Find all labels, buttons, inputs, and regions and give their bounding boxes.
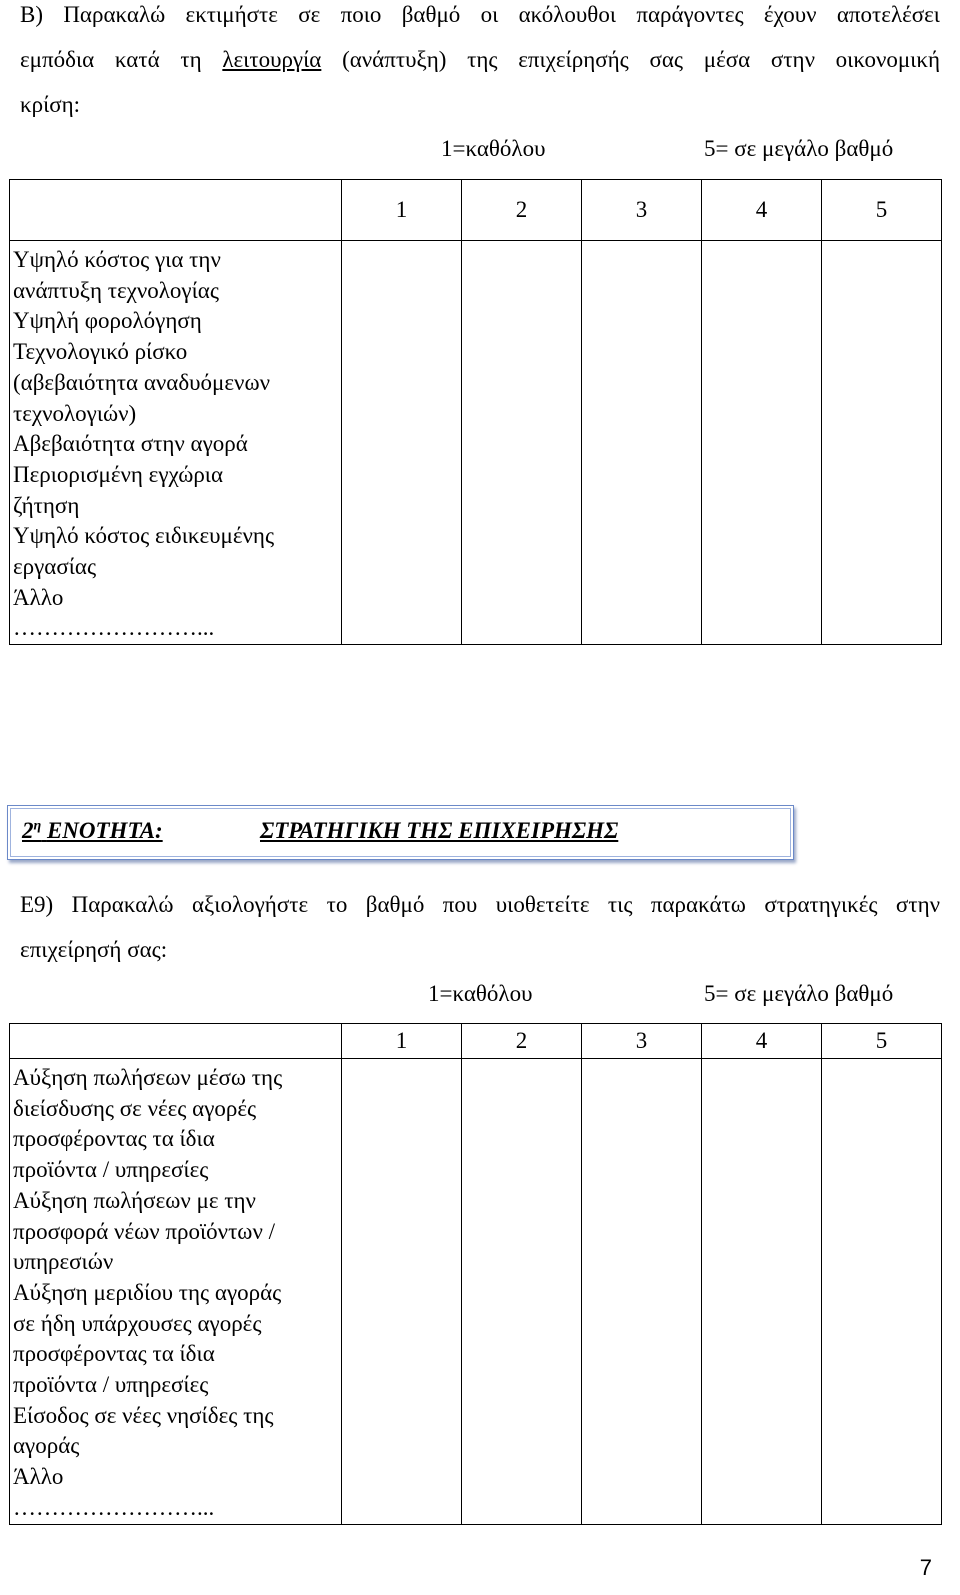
rating-cell-4[interactable] [702,1059,822,1525]
question-e9-text [20,890,940,980]
scale-high-label: 5= σε μεγάλο βαθμό [704,136,894,161]
rating-cell-1[interactable] [342,1059,462,1525]
list-item: Τεχνολογικό ρίσκο [13,339,188,365]
question-b-line-2: εμπόδια κατά τη λειτουργία (ανάπτυξη) της επιχείρησής σας μέσα στην οικονομική [20,47,940,72]
column-header-4: 4 [702,180,822,241]
column-header-1: 1 [342,180,462,241]
list-item: Υψηλό κόστος για την [13,247,221,272]
scale-low-label: 1=καθόλου [441,136,546,161]
column-header-4: 4 [702,1024,822,1059]
rating-table-b [9,179,942,645]
question-e9-line-1: Ε9) Παρακαλώ αξιολογήστε το βαθμό που υιοθετείτε τις παρακάτω στρατηγικές στην [20,892,940,917]
question-e9-line-2: επιχείρησή σας: [20,937,168,962]
list-item: διείσδυσης σε νέες αγορές [13,1095,257,1121]
column-header-3: 3 [582,180,702,241]
rating-cell-5[interactable] [822,1059,942,1525]
list-item: Άλλο [13,1464,64,1490]
table-corner [10,1024,342,1059]
list-item: (αβεβαιότητα αναδυόμενων [13,369,270,395]
question-b-line-1: Β) Παρακαλώ εκτιμήστε σε ποιο βαθμό οι ακόλουθοι παράγοντες έχουν αποτελέσει [20,2,940,27]
section-number: $2^\eta$ ΕΝΟΤΗΤΑ: [22,818,163,843]
list-item: εργασίας [13,554,97,580]
list-item: Είσοδος σε νέες νησίδες της [13,1402,274,1428]
scale-low-label-e9: 1=καθόλου [428,981,533,1006]
list-item: ζήτηση [13,492,80,518]
column-header-5: 5 [822,180,942,241]
list-item: Αύξηση πωλήσεων μέσω της [13,1065,283,1090]
list-item: Αύξηση μεριδίου της αγοράς [13,1279,282,1305]
section-header-box [7,805,794,860]
column-header-2: 2 [462,1024,582,1059]
table-corner [10,180,342,241]
page-number: 7 [919,1555,932,1580]
rating-cell-4[interactable] [702,241,822,645]
strategy-list [10,1059,342,1525]
list-item: Υψηλό κόστος ειδικευμένης [13,523,275,549]
section-title: ΣΤΡΑΤΗΓΙΚΗ ΤΗΣ ΕΠΙΧΕΙΡΗΣΗΣ [260,818,619,843]
list-item: υπηρεσιών [13,1249,114,1275]
list-item: προϊόντα / υπηρεσίες [13,1372,209,1398]
list-item: προσφορά νέων προϊόντων / [13,1218,275,1244]
list-item: Περιορισμένη εγχώρια [13,461,224,487]
list-item: Αβεβαιότητα στην αγορά [13,431,248,457]
rating-cell-3[interactable] [582,1059,702,1525]
list-item: ……………………... [13,1494,215,1520]
list-item: προϊόντα / υπηρεσίες [13,1157,209,1183]
list-item: προσφέροντας τα ίδια [13,1341,215,1367]
list-item: προσφέροντας τα ίδια [13,1126,215,1152]
column-header-5: 5 [822,1024,942,1059]
list-item: Αύξηση πωλήσεων με την [13,1187,256,1213]
question-b-text [20,0,940,135]
list-item: Άλλο [13,584,64,610]
list-item: αγοράς [13,1433,80,1459]
rating-cell-5[interactable] [822,241,942,645]
list-item: Υψηλή φορολόγηση [13,308,202,334]
rating-cell-3[interactable] [582,241,702,645]
list-item: ……………………... [13,615,215,641]
column-header-1: 1 [342,1024,462,1059]
column-header-2: 2 [462,180,582,241]
column-header-3: 3 [582,1024,702,1059]
list-item: τεχνολογιών) [13,400,137,426]
underlined-word: λειτουργία [222,47,322,72]
list-item: σε ήδη υπάρχουσες αγορές [13,1310,262,1336]
factor-list [10,241,342,645]
scale-high-label-e9: 5= σε μεγάλο βαθμό [704,981,894,1006]
question-b-line-3: κρίση: [20,92,81,117]
rating-table-e9 [9,1023,942,1525]
rating-cell-2[interactable] [462,241,582,645]
list-item: ανάπτυξη τεχνολογίας [13,277,219,303]
rating-cell-1[interactable] [342,241,462,645]
rating-cell-2[interactable] [462,1059,582,1525]
